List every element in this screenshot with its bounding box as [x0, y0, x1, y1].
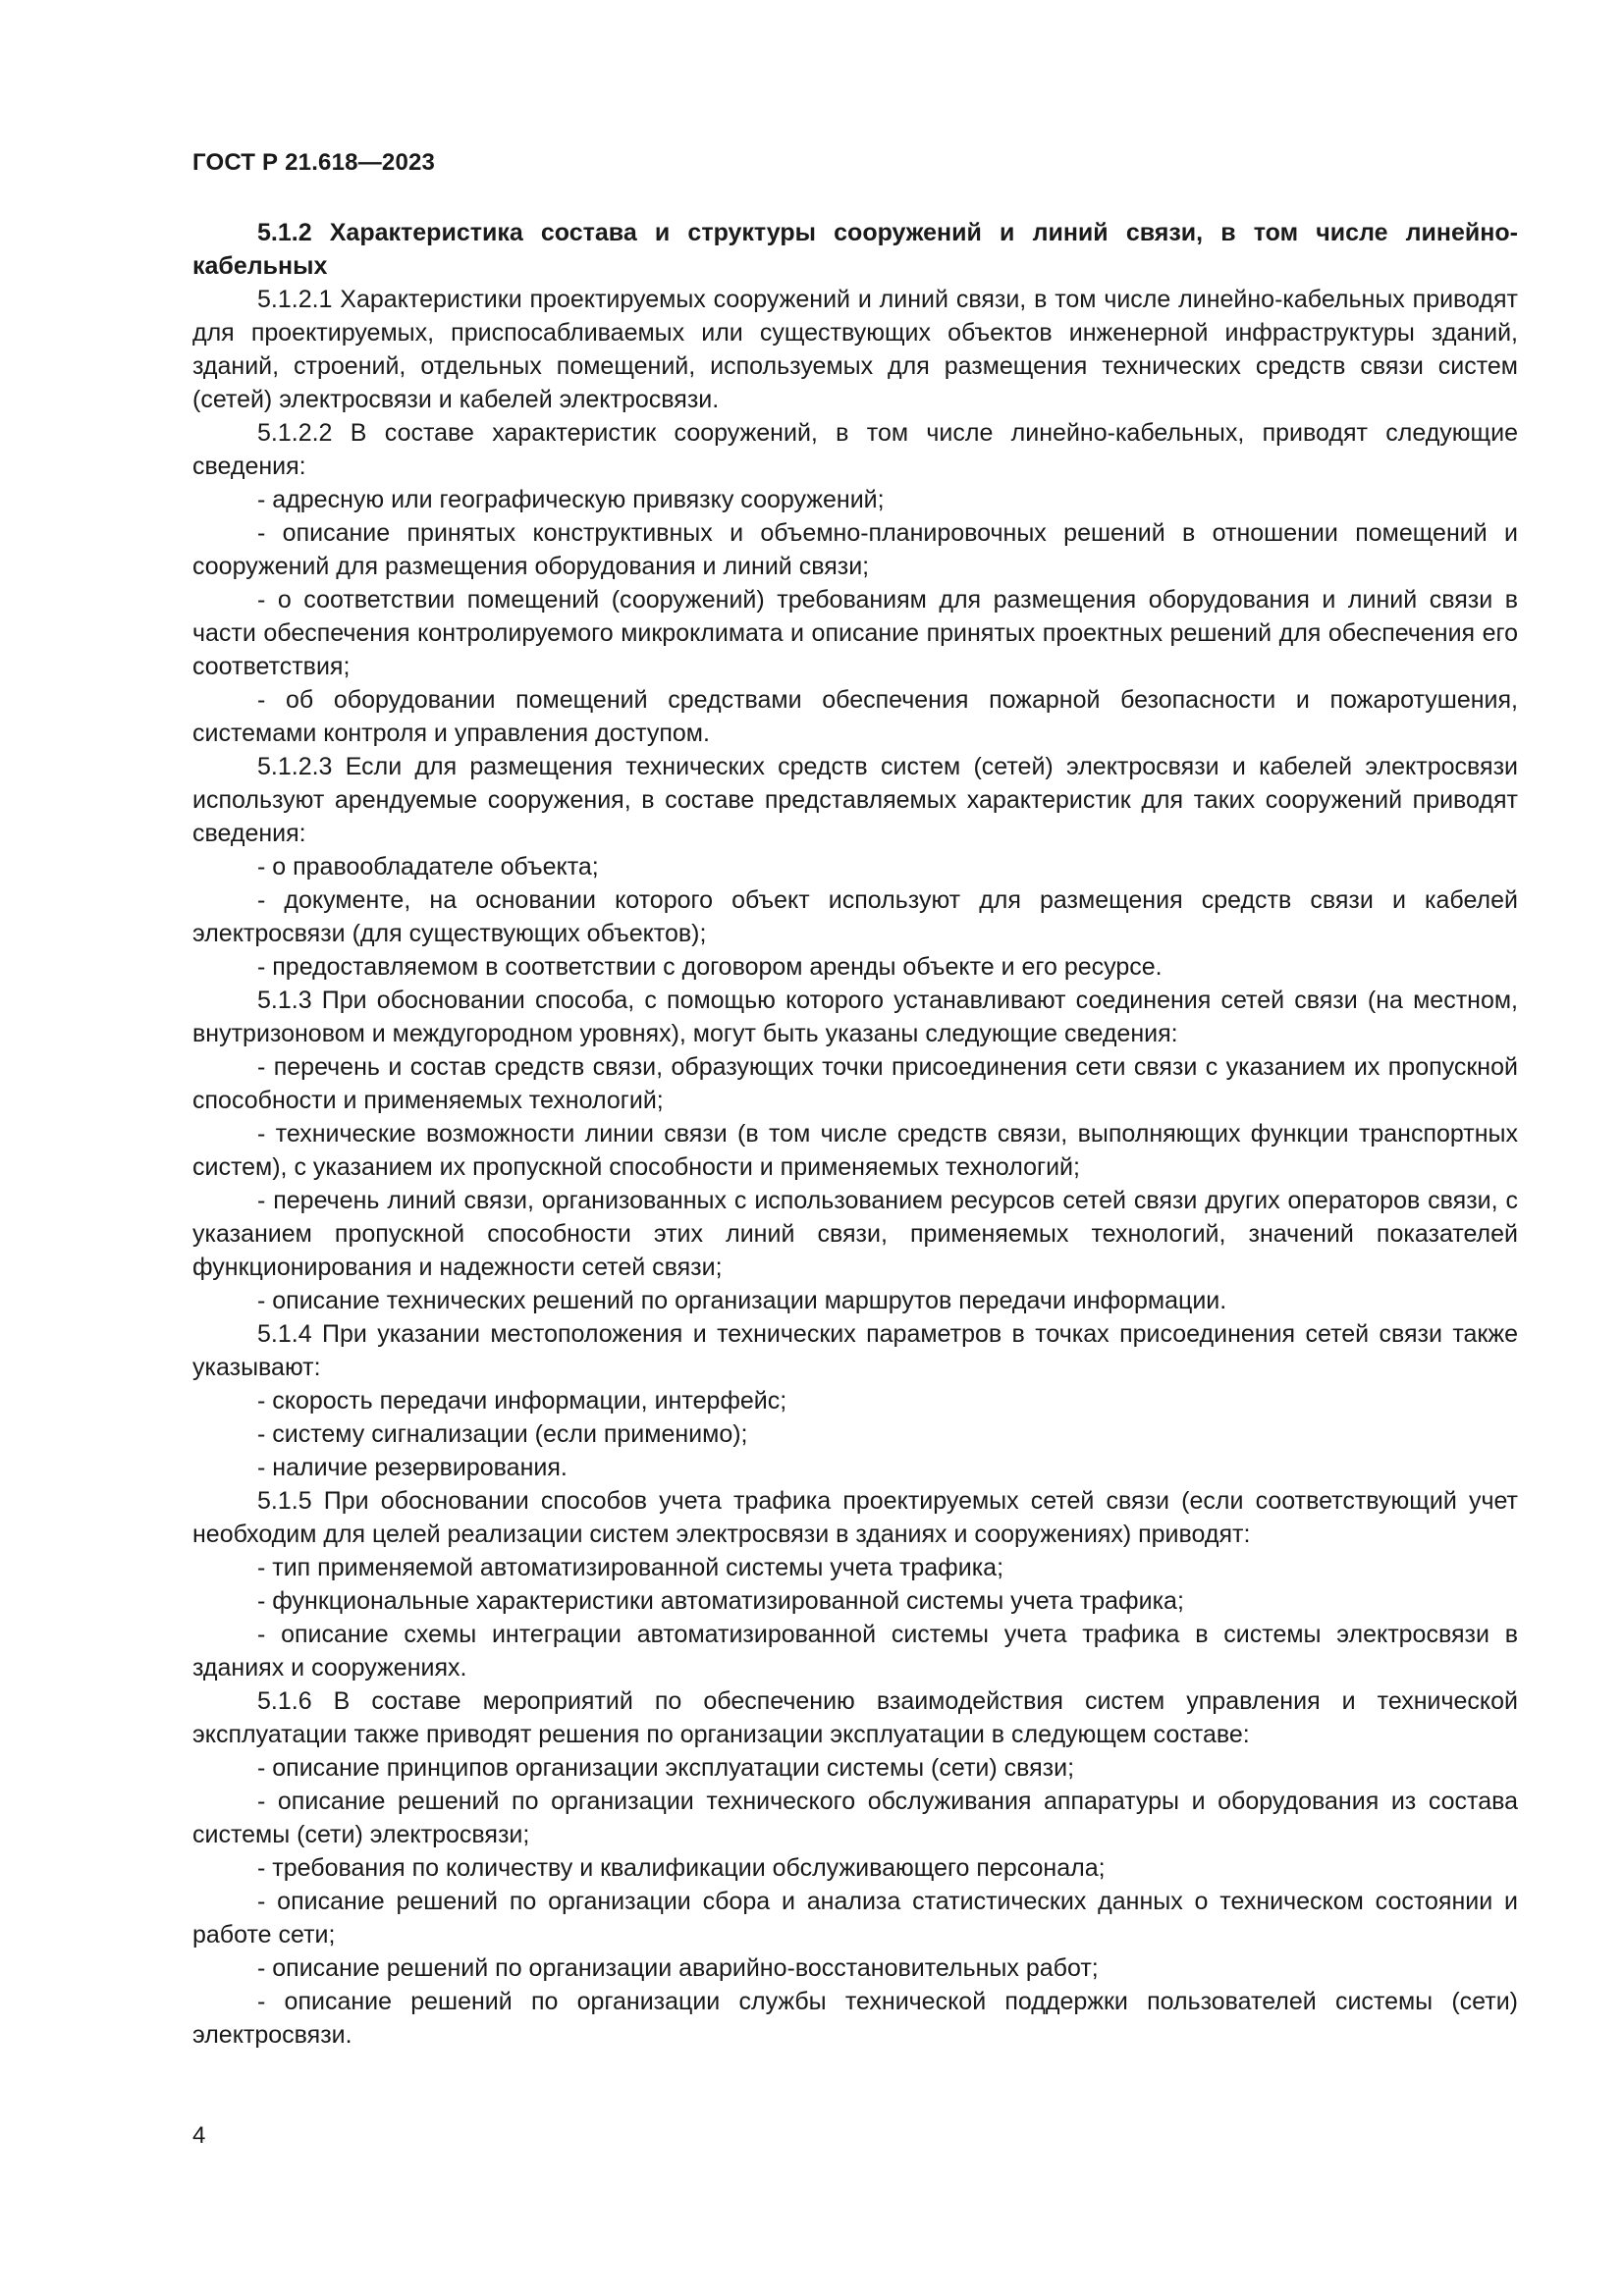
list-item: - описание решений по организации аварийно-восстановительных работ; [257, 1954, 1099, 1982]
standard-designation: ГОСТ Р 21.618—2023 [192, 149, 436, 176]
paragraph: 5.1.6 В составе мероприятий по обеспечению взаимодействия систем управления и технической эксплуатации также приводят решения по организации эксплуатации в следующем составе: [192, 1687, 1518, 1748]
list-item: - скорость передачи информации, интерфейс; [257, 1387, 787, 1415]
list-item: - описание технических решений по организации маршрутов передачи информации. [257, 1287, 1227, 1314]
list-item: - функциональные характеристики автоматизированной системы учета трафика; [257, 1587, 1184, 1615]
paragraph: 5.1.2.2 В составе характеристик сооружений, в том числе линейно-кабельных, приводят следующие сведения: [192, 419, 1518, 480]
list-item: - описание решений по организации технического обслуживания аппаратуры и оборудования из состава системы (сети) электросвязи; [192, 1788, 1518, 1848]
list-item: - наличие резервирования. [257, 1454, 568, 1481]
list-item: - о соответствии помещений (сооружений) требованиям для размещения оборудования и линий связи в части обеспечения контролируемого микроклимата и описание принятых проектных решений для обеспечения его соответствия; [192, 586, 1518, 680]
page-number: 4 [192, 2122, 206, 2149]
document-body [192, 216, 1518, 2052]
list-item: - тип применяемой автоматизированной системы учета трафика; [257, 1554, 1004, 1581]
list-item: - описание принципов организации эксплуатации системы (сети) связи; [257, 1754, 1075, 1782]
list-item: - перечень линий связи, организованных с использованием ресурсов сетей связи других операторов связи, с указанием пропускной способности этих линий связи, применяемых технологий, значений показателей функционирования и надежности сетей связи; [192, 1187, 1518, 1281]
paragraph: 5.1.5 При обосновании способов учета трафика проектируемых сетей связи (если соответствующий учет необходим для целей реализации систем электросвязи в зданиях и сооружениях) приводят: [192, 1487, 1518, 1548]
list-item: - систему сигнализации (если применимо); [257, 1420, 748, 1448]
list-item: - технические возможности линии связи (в том числе средств связи, выполняющих функции транспортных систем), с указанием их пропускной способности и применяемых технологий; [192, 1120, 1518, 1181]
list-item: - описание решений по организации службы технической поддержки пользователей системы (сети) электросвязи. [192, 1988, 1518, 2049]
list-item: - предоставляемом в соответствии с договором аренды объекте и его ресурсе. [257, 953, 1163, 981]
list-item: - описание схемы интеграции автоматизированной системы учета трафика в системы электросвязи в зданиях и сооружениях. [192, 1621, 1518, 1682]
list-item: - требования по количеству и квалификации обслуживающего персонала; [257, 1854, 1106, 1882]
paragraph: 5.1.2.3 Если для размещения технических средств систем (сетей) электросвязи и кабелей электросвязи используют арендуемые сооружения, в составе представляемых характеристик для таких сооружений приводят сведения: [192, 753, 1518, 847]
paragraph: 5.1.3 При обосновании способа, с помощью которого устанавливают соединения сетей связи (на местном, внутризоновом и междугородном уровнях), могут быть указаны следующие сведения: [192, 987, 1518, 1047]
list-item: - адресную или географическую привязку сооружений; [257, 486, 885, 513]
list-item: - описание решений по организации сбора и анализа статистических данных о техническом состоянии и работе сети; [192, 1888, 1518, 1949]
paragraph: 5.1.2.1 Характеристики проектируемых сооружений и линий связи, в том числе линейно-кабельных приводят для проектируемых, приспосабливаемых или существующих объектов инженерной инфраструктуры зданий, зданий, строений, отдельных помещений, используемых для размещения технических средств связи систем (сетей) электросвязи и кабелей электросвязи. [192, 286, 1518, 413]
list-item: - об оборудовании помещений средствами обеспечения пожарной безопасности и пожаротушения, системами контроля и управления доступом. [192, 686, 1518, 747]
list-item: - о правообладателе объекта; [257, 853, 599, 881]
list-item: - описание принятых конструктивных и объемно-планировочных решений в отношении помещений и сооружений для размещения оборудования и линий связи; [192, 519, 1518, 580]
list-item: - документе, на основании которого объект используют для размещения средств связи и кабелей электросвязи (для существующих объектов); [192, 886, 1518, 947]
section-heading: 5.1.2 Характеристика состава и структуры сооружений и линий связи, в том числе линейно-кабельных [192, 219, 1518, 280]
paragraph: 5.1.4 При указании местоположения и технических параметров в точках присоединения сетей связи также указывают: [192, 1320, 1518, 1381]
list-item: - перечень и состав средств связи, образующих точки присоединения сети связи с указанием их пропускной способности и применяемых технологий; [192, 1053, 1518, 1114]
